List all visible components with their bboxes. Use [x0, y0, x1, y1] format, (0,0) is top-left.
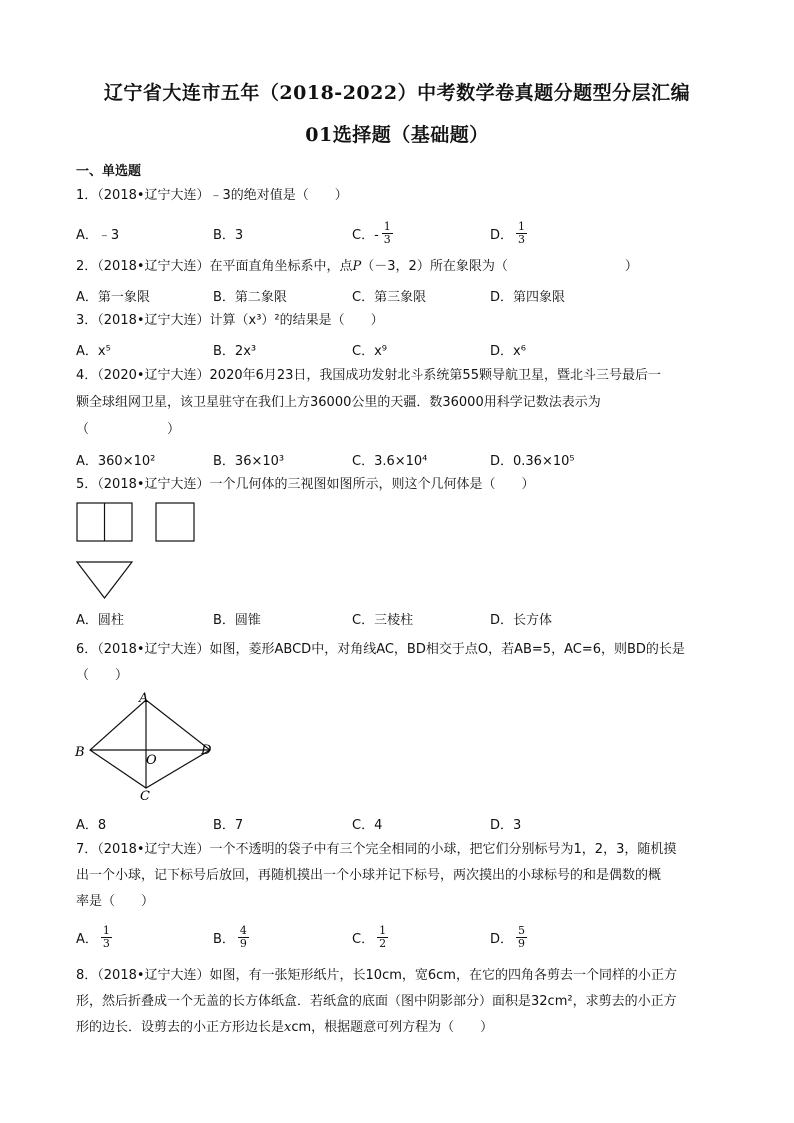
q5-option-c: C．三棱柱 [352, 612, 414, 628]
numerator: 1 [518, 219, 526, 233]
q1-option-a: A．﹣3 [76, 227, 120, 243]
q1-option-d [490, 218, 527, 248]
question-2-pre: 2．（2018•辽宁大连）在平面直角坐标系中，点 [76, 259, 353, 274]
q4-option-a: A．360×10² [76, 453, 156, 469]
question-7-options [76, 922, 716, 952]
q5-option-a: A．圆柱 [76, 612, 124, 628]
three-views-figure [74, 500, 204, 604]
label-c: C [140, 789, 150, 804]
denominator: 9 [518, 936, 526, 950]
denominator: 3 [518, 232, 526, 246]
label-o: O [146, 753, 157, 768]
q4-option-b: B．36×10³ [213, 453, 285, 469]
q6-option-b: B．7 [213, 817, 244, 833]
denominator: 9 [239, 936, 247, 950]
q1-option-c [352, 218, 393, 248]
numerator: 1 [102, 923, 110, 937]
rhombus-figure [70, 690, 230, 805]
fraction [516, 925, 527, 950]
denominator: 3 [102, 936, 110, 950]
q7-option-b [213, 922, 249, 952]
q1-option-c-prefix: C．- [352, 227, 379, 243]
fraction [516, 221, 527, 246]
question-7-line-1: 7．（2018•辽宁大连）一个不透明的袋子中有三个完全相同的小球，把它们分别标号为1，2，3，随机摸 [76, 842, 677, 857]
fraction [238, 925, 249, 950]
question-8-line-3 [76, 1018, 716, 1038]
document-subtitle: 01选择题（基础题） [305, 124, 489, 146]
q5-option-b: B．圆锥 [213, 612, 261, 628]
q6-option-c: C．4 [352, 817, 383, 833]
question-1-options [76, 218, 716, 248]
question-1-text: 1．（2018•辽宁大连）﹣3的绝对值是（ ） [76, 188, 348, 203]
q3-option-a: A．x⁵ [76, 343, 111, 359]
question-8-line-3-post: cm，根据题意可列方程为（ ） [291, 1020, 494, 1035]
side-view [156, 503, 194, 541]
numerator: 1 [383, 219, 391, 233]
q1-option-d-prefix: D． [490, 227, 514, 243]
top-view [77, 562, 132, 598]
q2-option-a: A．第一象限 [76, 289, 150, 305]
fraction [382, 221, 393, 246]
question-8-line-3-pre: 形的边长．设剪去的小正方形边长是 [76, 1020, 285, 1035]
question-2-text [76, 257, 716, 277]
numerator: 1 [379, 923, 387, 937]
q2-option-c: C．第三象限 [352, 289, 427, 305]
q1-option-b: B．3 [213, 227, 244, 243]
q7-option-c-prefix: C． [352, 931, 375, 947]
question-3-options [76, 334, 716, 364]
q7-option-d [490, 922, 527, 952]
q6-option-a: A．8 [76, 817, 107, 833]
q4-option-d: D．0.36×10⁵ [490, 453, 575, 469]
question-5-options [76, 603, 716, 633]
question-6-line-1: 6．（2018•辽宁大连）如图，菱形ABCD中，对角线AC，BD相交于点O，若AB=5，AC=6，则BD的长是 [76, 642, 685, 657]
q7-option-a [76, 922, 112, 952]
q2-option-b: B．第二象限 [213, 289, 287, 305]
q7-option-b-prefix: B． [213, 931, 235, 947]
document-title: 辽宁省大连市五年（2018-2022）中考数学卷真题分题型分层汇编 [103, 82, 691, 104]
question-4-line-2: 颗全球组网卫星，该卫星驻守在我们上方36000公里的天疆．数36000用科学记数法表示为 [76, 395, 601, 410]
denominator: 2 [379, 936, 387, 950]
question-4-line-1: 4．（2020•辽宁大连）2020年6月23日，我国成功发射北斗系统第55颗导航卫星，暨北斗三号最后一 [76, 368, 661, 383]
numerator: 5 [518, 923, 526, 937]
point-label: P [352, 259, 362, 274]
question-2-options [76, 280, 716, 310]
label-d: D [201, 743, 212, 758]
numerator: 4 [239, 923, 247, 937]
question-4-line-3: （ ） [76, 422, 181, 437]
question-8-line-2: 形，然后折叠成一个无盖的长方体纸盒．若纸盒的底面（图中阴影部分）面积是32cm²，求剪去的小正方 [76, 994, 677, 1009]
fraction [101, 925, 112, 950]
rhombus-abcd [90, 700, 210, 788]
question-7-line-2: 出一个小球，记下标号后放回，再随机摸出一个小球并记下标号，两次摸出的小球标号的和是偶数的概 [76, 868, 662, 883]
label-b: B [75, 745, 85, 760]
q3-option-b: B．2x³ [213, 343, 257, 359]
q5-option-d: D．长方体 [490, 612, 553, 628]
question-4-options [76, 444, 716, 474]
question-3-text: 3．（2018•辽宁大连）计算（x³）²的结果是（ ） [76, 313, 384, 328]
section-heading: 一、单选题 [76, 164, 142, 179]
q7-option-d-prefix: D． [490, 931, 514, 947]
q7-option-c [352, 922, 388, 952]
q6-option-d: D．3 [490, 817, 522, 833]
q7-option-a-prefix: A． [76, 931, 98, 947]
question-7-line-3: 率是（ ） [76, 894, 155, 909]
question-6-line-2: （ ） [76, 668, 129, 683]
question-6-options [76, 808, 716, 838]
q4-option-c: C．3.6×10⁴ [352, 453, 428, 469]
q3-option-c: C．x⁹ [352, 343, 387, 359]
label-a: A [139, 691, 149, 706]
question-8-line-1: 8．（2018•辽宁大连）如图，有一张矩形纸片，长10cm，宽6cm，在它的四角各剪去一个同样的小正方 [76, 968, 677, 983]
variable-x: x [284, 1020, 292, 1035]
question-2-post: （－3，2）所在象限为（ ） [361, 259, 638, 274]
denominator: 3 [383, 232, 391, 246]
q3-option-d: D．x⁶ [490, 343, 526, 359]
question-5-text: 5．（2018•辽宁大连）一个几何体的三视图如图所示，则这个几何体是（ ） [76, 477, 535, 492]
q2-option-d: D．第四象限 [490, 289, 566, 305]
fraction [377, 925, 388, 950]
